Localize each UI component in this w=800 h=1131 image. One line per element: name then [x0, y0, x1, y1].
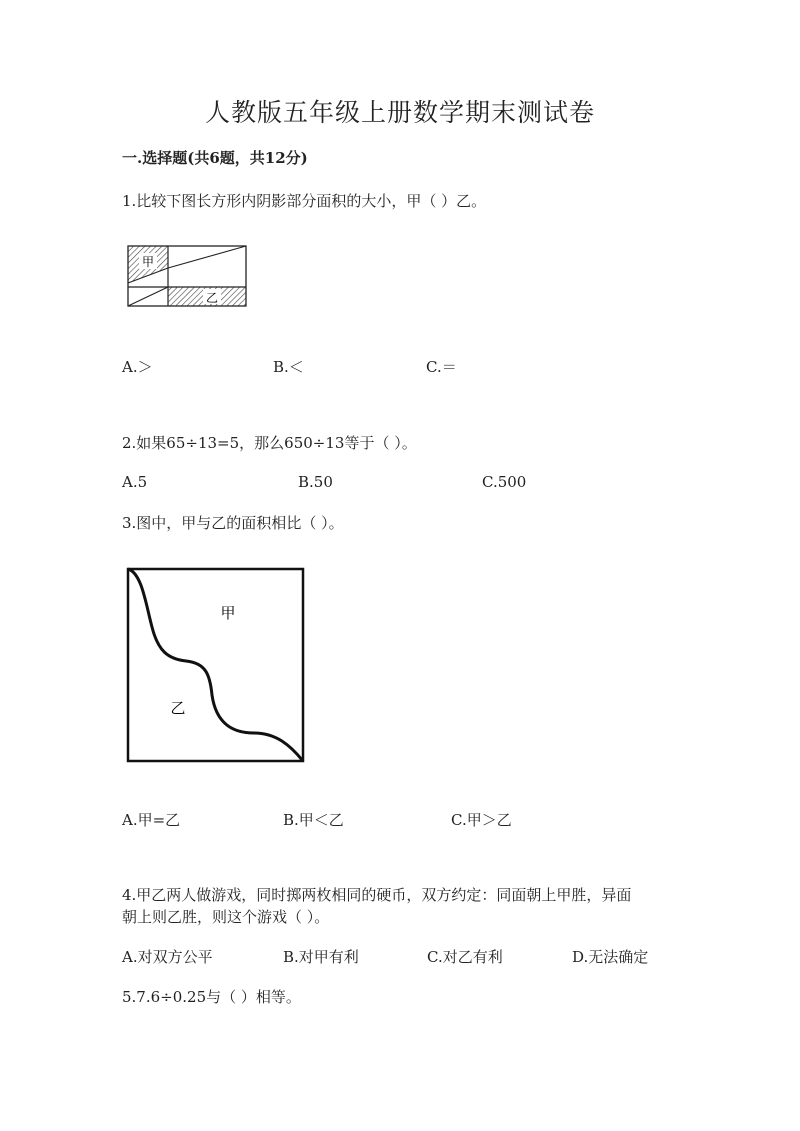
q3-option-b[interactable]: B.甲＜乙 [283, 811, 344, 829]
q4-option-d[interactable]: D.无法确定 [572, 948, 649, 966]
question-2-text: 2.如果65÷13=5，那么650÷13等于（ ）。 [122, 434, 417, 452]
question-3-text: 3.图中，甲与乙的面积相比（ ）。 [122, 514, 344, 532]
q2-option-b[interactable]: B.50 [298, 473, 333, 491]
question-1-text: 1.比较下图长方形内阴影部分面积的大小，甲（ ）乙。 [122, 192, 487, 210]
question-1-figure [125, 243, 250, 310]
section-heading: 一.选择题(共6题，共12分) [122, 149, 308, 167]
page-title: 人教版五年级上册数学期末测试卷 [204, 98, 595, 127]
q1-option-a[interactable]: A.＞ [122, 358, 153, 376]
q1-option-c[interactable]: C.＝ [426, 358, 457, 376]
q1-option-b[interactable]: B.＜ [273, 358, 304, 376]
q2-option-c[interactable]: C.500 [482, 473, 527, 491]
q2-option-a[interactable]: A.5 [122, 473, 148, 491]
label-jia: 甲 [220, 604, 236, 622]
label-jia: 甲 [141, 255, 155, 269]
curve-divider [128, 569, 303, 761]
q4-option-c[interactable]: C.对乙有利 [427, 948, 503, 966]
question-5-text: 5.7.6÷0.25与（ ）相等。 [122, 988, 301, 1006]
label-yi: 乙 [170, 699, 186, 717]
label-yi: 乙 [205, 291, 219, 305]
q3-option-c[interactable]: C.甲＞乙 [451, 811, 512, 829]
question-4-text-line1: 4.甲乙两人做游戏，同时掷两枚相同的硬币，双方约定：同面朝上甲胜，异面 [122, 886, 632, 904]
q4-option-a[interactable]: A.对双方公平 [122, 948, 213, 966]
question-4-text-line2: 朝上则乙胜，则这个游戏（ ）。 [122, 908, 330, 926]
q3-option-a[interactable]: A.甲=乙 [122, 811, 181, 829]
question-3-figure [124, 565, 308, 765]
q4-option-b[interactable]: B.对甲有利 [283, 948, 359, 966]
